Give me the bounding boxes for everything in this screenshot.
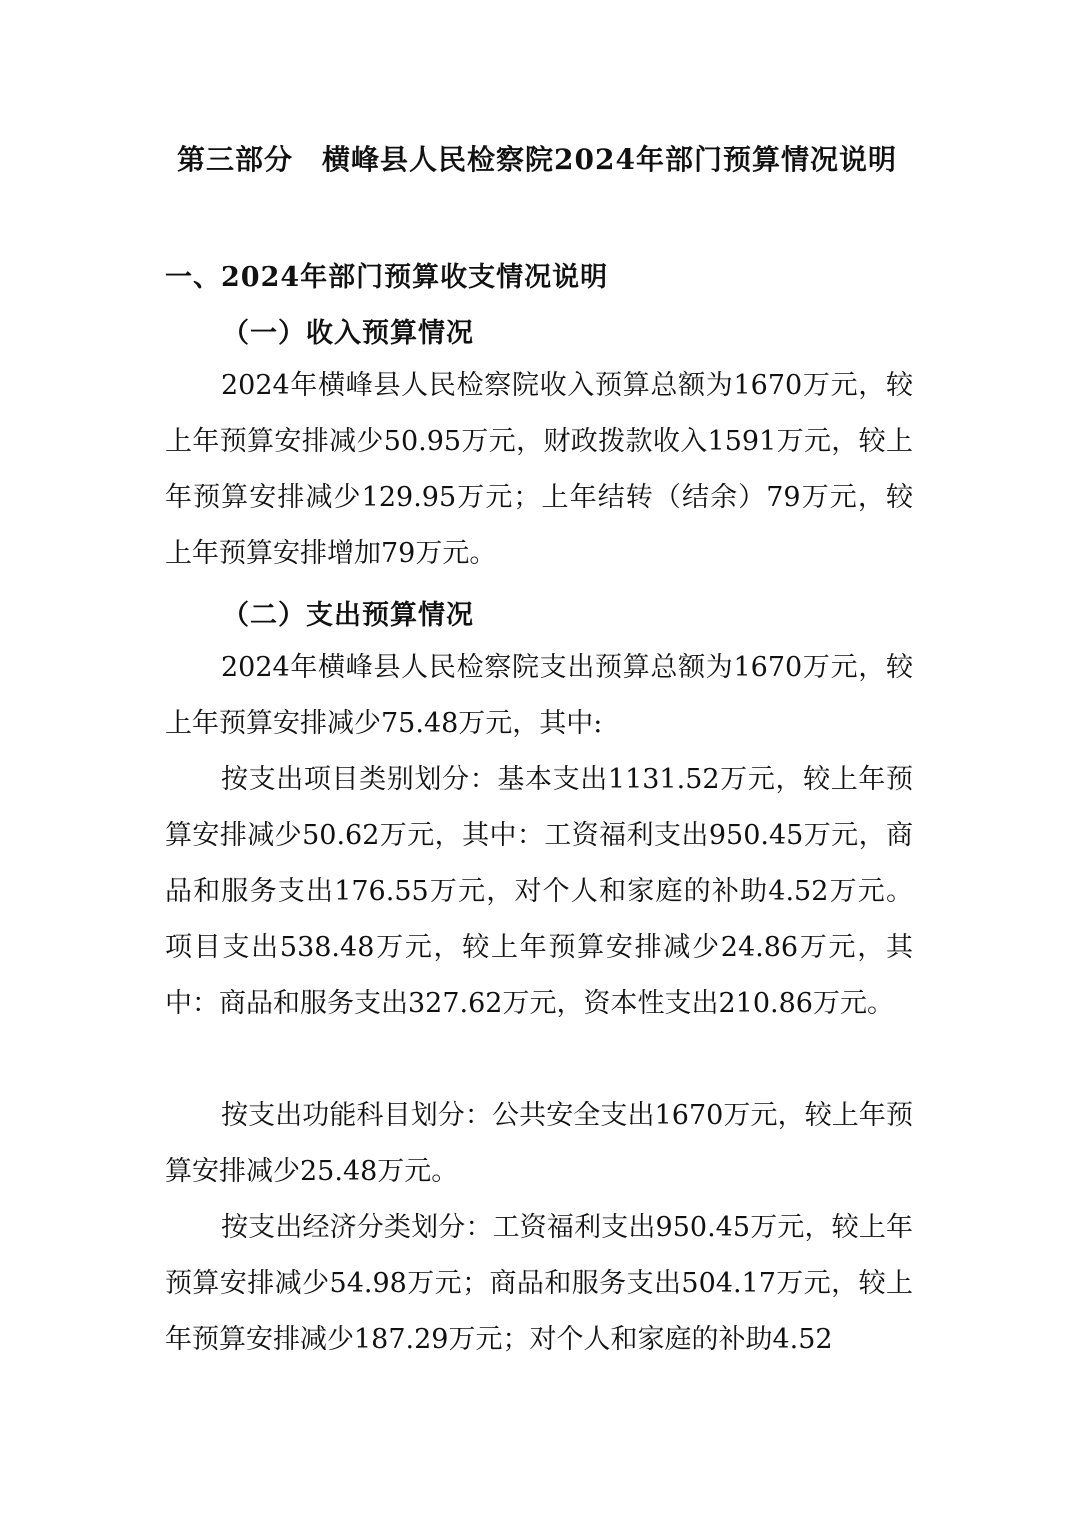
paragraph-income-budget: 2024年横峰县人民检察院收入预算总额为1670万元，较上年预算安排减少50.95万元，财政拨款收入1591万元，较上年预算安排减少129.95万元；上年结转（结余）79万元，较上年预算安排增加79万元。 xyxy=(165,370,913,569)
paragraph-expenditure-by-function: 按支出功能科目划分：公共安全支出1670万元，较上年预算安排减少25.48万元。 xyxy=(165,1100,913,1187)
paragraph-expenditure-total: 2024年横峰县人民检察院支出预算总额为1670万元，较上年预算安排减少75.48万元，其中: xyxy=(165,652,913,739)
paragraph-expenditure-by-economic: 按支出经济分类划分：工资福利支出950.45万元，较上年预算安排减少54.98万元；商品和服务支出504.17万元，较上年预算安排减少187.29万元；对个人和家庭的补助4.52 xyxy=(165,1212,913,1355)
paragraph-expenditure-by-project: 按支出项目类别划分：基本支出1131.52万元，较上年预算安排减少50.62万元，其中：工资福利支出950.45万元，商品和服务支出176.55万元，对个人和家庭的补助4.52万元。项目支出538.48万元，较上年预算安排减少24.86万元，其中：商品和服务支出327.62万元，资本性支出210.86万元。 xyxy=(165,764,913,1019)
section-heading-budget-overview: 一、2024年部门预算收支情况说明 xyxy=(165,262,609,293)
subheading-income-budget: （一）收入预算情况 xyxy=(222,318,474,349)
subheading-expenditure-budget: （二）支出预算情况 xyxy=(222,600,474,631)
document-title: 第三部分 横峰县人民检察院2024年部门预算情况说明 xyxy=(177,143,897,176)
